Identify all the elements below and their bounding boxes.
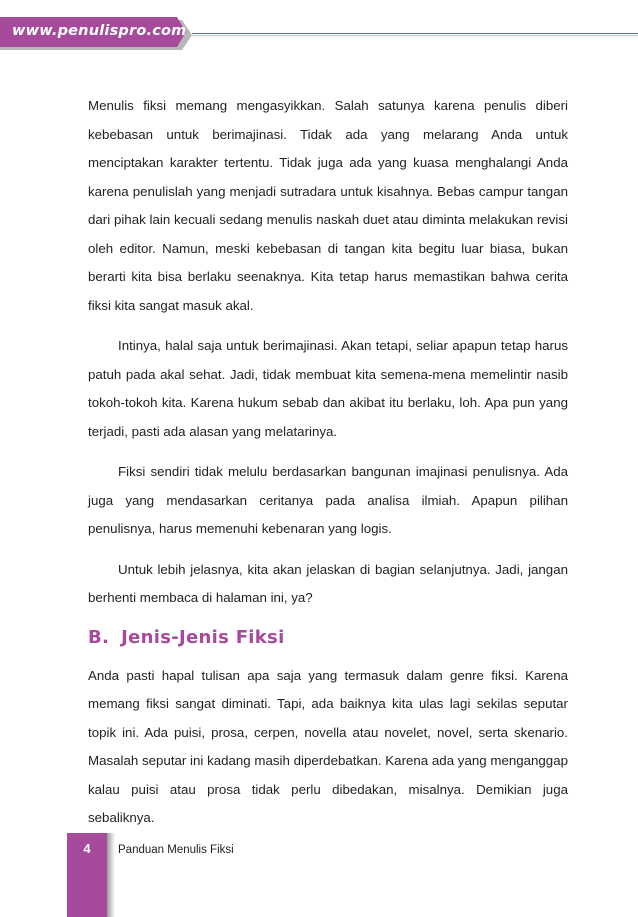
paragraph-continue: Untuk lebih jelasnya, kita akan jelaskan di bagian selanjutnya. Jadi, jangan berhenti membaca di halaman ini, ya? [88, 561, 568, 605]
section-heading [88, 627, 568, 648]
paragraph-genres: Anda pasti hapal tulisan apa saja yang termasuk dalam genre fiksi. Karena memang fiksi sangat diminati. Tapi, ada baiknya kita ulas lagi sekilas seputar topik ini. Ada puisi, prosa, cerpen, novella atau novelet, novel, serta skenario. Masalah seputar ini kadang masih diperdebatkan. Karena ada yang menganggap kalau puisi atau prosa tidak perlu dibedakan, misalnya. Demikian juga sebaliknya. [88, 667, 568, 825]
paragraph-imagination: Intinya, halal saja untuk berimajinasi. Akan tetapi, seliar apapun tetap harus patuh pada akal sehat. Jadi, tidak membuat kita semena-mena memelintir nasib tokoh-tokoh kita. Karena hukum sebab dan akibat itu berlaku, loh. Apa pun yang terjadi, pasti ada alasan yang melatarinya. [88, 338, 568, 439]
header-rule-shadow [192, 35, 638, 36]
header-rule [192, 33, 638, 34]
paragraph-intro: Menulis fiksi memang mengasyikkan. Salah satunya karena penulis diberi kebebasan untuk berimajinasi. Tidak ada yang melarang Anda untuk menciptakan karakter tertentu. Tidak juga ada yang kuasa menghalangi Anda karena penulislah yang menjadi sutradara untuk kisahnya. Bebas campur tangan dari pihak lain kecuali sedang menulis naskah duet atau diminta melakukan revisi oleh editor. Namun, meski kebebasan di tangan kita begitu luar biasa, bukan berarti kita bisa berlaku seenaknya. Kita tetap harus memastikan bahwa cerita fiksi kita sangat masuk akal. [88, 98, 568, 313]
footer-page-tab-shadow [107, 833, 115, 917]
section-title: Jenis-Jenis Fiksi [121, 626, 285, 648]
section-number: B. [88, 626, 110, 648]
paragraph-fiction-basis: Fiksi sendiri tidak melulu berdasarkan bangunan imajinasi penulisnya. Ada juga yang mendasarkan ceritanya pada analisa ilmiah. Apapun pilihan penulisnya, harus memenuhi kebenaran yang logis. [88, 464, 568, 536]
page-body [88, 92, 568, 833]
running-footer-title: Panduan Menulis Fiksi [118, 844, 234, 856]
page-number: 4 [83, 841, 91, 856]
header-url: www.penulispro.com [12, 23, 187, 39]
